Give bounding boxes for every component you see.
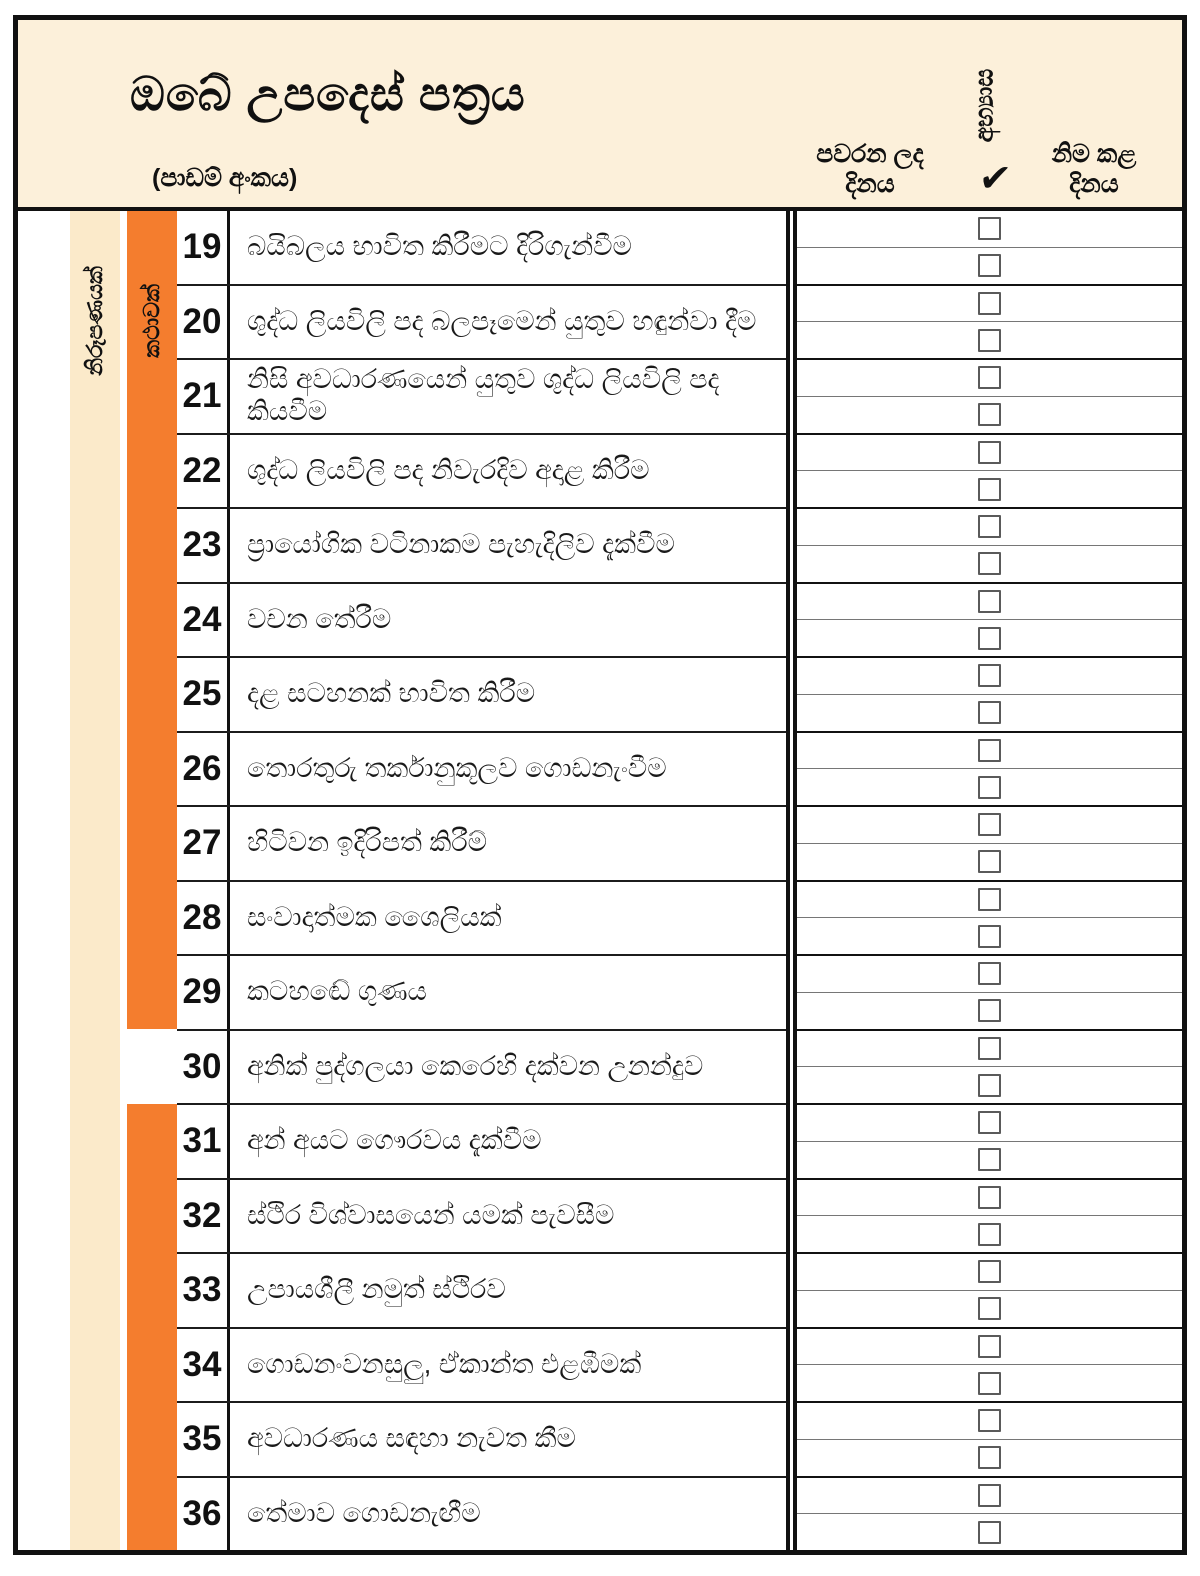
record-subrow bbox=[797, 435, 1182, 472]
record-subrow bbox=[797, 1067, 1182, 1105]
study-quality-label: අනික් පුද්ගලයා කෙරෙහි දක්වන උනන්දුව bbox=[247, 1050, 704, 1081]
lesson-number-label: (පාඩම් අංකය) bbox=[152, 164, 298, 192]
exercise-checkbox[interactable] bbox=[978, 254, 1001, 277]
date-assigned-line2: දිනය bbox=[845, 170, 895, 198]
exercise-checkbox[interactable] bbox=[978, 478, 1001, 501]
record-subrow bbox=[797, 993, 1182, 1031]
table-row bbox=[177, 1180, 786, 1255]
study-number: 31 bbox=[177, 1105, 230, 1178]
column-header-date-assigned bbox=[780, 139, 960, 199]
record-subrow bbox=[797, 397, 1182, 435]
form-header bbox=[18, 20, 1182, 211]
exercise-checkbox[interactable] bbox=[978, 552, 1001, 575]
study-quality-label: කටහඬේ ගුණය bbox=[247, 976, 427, 1007]
exercise-checkbox[interactable] bbox=[978, 1260, 1001, 1283]
study-number: 22 bbox=[177, 435, 230, 508]
exercise-checkbox[interactable] bbox=[978, 1111, 1001, 1134]
study-number: 26 bbox=[177, 733, 230, 806]
talk-category-bar-upper bbox=[127, 211, 177, 1029]
column-header-exercises bbox=[960, 46, 1010, 164]
record-subrow bbox=[797, 769, 1182, 807]
record-subrow bbox=[797, 1105, 1182, 1142]
record-subrow bbox=[797, 1514, 1182, 1550]
study-number: 32 bbox=[177, 1180, 230, 1253]
exercise-checkbox[interactable] bbox=[978, 515, 1001, 538]
exercise-checkbox[interactable] bbox=[978, 1484, 1001, 1507]
study-number: 24 bbox=[177, 584, 230, 657]
table-row bbox=[177, 1031, 786, 1106]
exercise-checkbox[interactable] bbox=[978, 1223, 1001, 1246]
record-subrow bbox=[797, 360, 1182, 397]
table-row bbox=[177, 1478, 786, 1551]
study-number: 19 bbox=[177, 211, 230, 284]
record-subrow bbox=[797, 658, 1182, 695]
record-subrow bbox=[797, 211, 1182, 248]
exercise-checkbox[interactable] bbox=[978, 1037, 1001, 1060]
table-row bbox=[177, 584, 786, 659]
study-quality-label: දළ සටහනක් භාවිත කිරීම bbox=[247, 678, 536, 709]
exercise-checkbox[interactable] bbox=[978, 441, 1001, 464]
study-quality-label: හිටිවන ඉදිරිපත් කිරීම් bbox=[247, 827, 488, 858]
study-number: 20 bbox=[177, 286, 230, 359]
record-subrow bbox=[797, 620, 1182, 658]
exercise-checkbox[interactable] bbox=[978, 850, 1001, 873]
date-completed-line1: නිම කළ bbox=[1051, 140, 1137, 168]
study-number: 23 bbox=[177, 509, 230, 582]
talk-bar-label-box bbox=[127, 215, 177, 427]
checkmark-icon: ✔ bbox=[976, 158, 1014, 200]
study-number: 28 bbox=[177, 882, 230, 955]
study-quality-label: නිසි අවධාරණයෙන් යුතුව ශුද්ධ ලියවිලි පද කියවීම bbox=[247, 364, 720, 427]
record-subrow bbox=[797, 322, 1182, 360]
study-quality-label: තේමාව ගොඩනැඟීම bbox=[247, 1497, 481, 1528]
exercise-checkbox[interactable] bbox=[978, 292, 1001, 315]
study-quality-label: ප්‍රායෝගික වටිනාකම පැහැදිලිව දැක්වීම bbox=[247, 529, 675, 560]
exercise-checkbox[interactable] bbox=[978, 701, 1001, 724]
talk-bar-label: කථාවක් bbox=[139, 284, 164, 358]
record-subrow bbox=[797, 471, 1182, 509]
table-row bbox=[177, 807, 786, 882]
exercise-checkbox[interactable] bbox=[978, 403, 1001, 426]
study-quality-label: තොරතුරු තර්කානුකූලව ගොඩනැංවීම bbox=[247, 752, 667, 783]
study-number: 34 bbox=[177, 1329, 230, 1402]
page-title: ඔබේ උපදෙස් පත්‍රය bbox=[130, 67, 526, 120]
exercise-checkbox[interactable] bbox=[978, 1186, 1001, 1209]
table-row bbox=[177, 360, 786, 435]
study-quality-label: වචන තේරීම bbox=[247, 603, 392, 634]
record-subrow bbox=[797, 882, 1182, 919]
study-number: 21 bbox=[177, 360, 230, 433]
record-subrow bbox=[797, 807, 1182, 844]
dates-and-checkbox-grid bbox=[793, 211, 1182, 1550]
table-row bbox=[177, 435, 786, 510]
column-header-date-completed bbox=[1004, 139, 1184, 199]
study-quality-label: ශුද්ධ ලියවිලි පද බලපෑමෙන් යුතුව හඳුන්වා දීම bbox=[247, 305, 757, 336]
exercise-checkbox[interactable] bbox=[978, 1297, 1001, 1320]
study-quality-label: බයිබලය භාවිත කිරීමට දිරිගැන්වීම bbox=[247, 231, 632, 262]
record-subrow bbox=[797, 1142, 1182, 1180]
exercise-checkbox[interactable] bbox=[978, 888, 1001, 911]
table-row bbox=[177, 1403, 786, 1478]
record-subrow bbox=[797, 248, 1182, 286]
form-body bbox=[18, 211, 1182, 1550]
study-number: 35 bbox=[177, 1403, 230, 1476]
exercise-checkbox[interactable] bbox=[978, 627, 1001, 650]
record-subrow bbox=[797, 1440, 1182, 1478]
exercise-checkbox[interactable] bbox=[978, 1074, 1001, 1097]
exercise-checkbox[interactable] bbox=[978, 739, 1001, 762]
table-row bbox=[177, 956, 786, 1031]
exercise-checkbox[interactable] bbox=[978, 1409, 1001, 1432]
exercise-checkbox[interactable] bbox=[978, 1446, 1001, 1469]
study-quality-label: අන් අයට ගෞරවය දැක්වීම bbox=[247, 1125, 542, 1156]
record-subrow bbox=[797, 1216, 1182, 1254]
table-row bbox=[177, 509, 786, 584]
study-quality-label: සංවාදාත්මක ශෛලියක් bbox=[247, 901, 502, 932]
record-subrow bbox=[797, 509, 1182, 546]
record-subrow bbox=[797, 546, 1182, 584]
study-number: 27 bbox=[177, 807, 230, 880]
exercise-checkbox[interactable] bbox=[978, 776, 1001, 799]
exercise-checkbox[interactable] bbox=[978, 329, 1001, 352]
record-subrow bbox=[797, 1329, 1182, 1366]
record-subrow bbox=[797, 286, 1182, 323]
exercise-checkbox[interactable] bbox=[978, 366, 1001, 389]
record-subrow bbox=[797, 1403, 1182, 1440]
demonstration-bar-label-box bbox=[70, 215, 120, 427]
demonstration-bar-label: නිරූපණයක් bbox=[82, 266, 107, 376]
study-quality-label: ශුද්ධ ලියවිලි පද නිවැරදිව අදාළ කිරීම bbox=[247, 454, 650, 485]
table-row bbox=[177, 733, 786, 808]
record-subrow bbox=[797, 1365, 1182, 1403]
record-subrow bbox=[797, 956, 1182, 993]
table-row bbox=[177, 1105, 786, 1180]
record-subrow bbox=[797, 1180, 1182, 1217]
exercise-checkbox[interactable] bbox=[978, 1335, 1001, 1358]
study-quality-label: උපායශීලී නමුත් ස්ථිරව bbox=[247, 1274, 506, 1305]
exercise-checkbox[interactable] bbox=[978, 1521, 1001, 1544]
exercise-checkbox[interactable] bbox=[978, 590, 1001, 613]
table-row bbox=[177, 1254, 786, 1329]
exercise-checkbox[interactable] bbox=[978, 925, 1001, 948]
exercise-checkbox[interactable] bbox=[978, 1148, 1001, 1171]
exercise-checkbox[interactable] bbox=[978, 999, 1001, 1022]
exercise-checkbox[interactable] bbox=[978, 962, 1001, 985]
demonstration-category-bar bbox=[70, 211, 120, 1550]
record-subrow bbox=[797, 844, 1182, 882]
form-sheet bbox=[13, 15, 1187, 1555]
study-number: 36 bbox=[177, 1478, 230, 1551]
record-subrow bbox=[797, 1478, 1182, 1515]
record-subrow bbox=[797, 695, 1182, 733]
exercise-checkbox[interactable] bbox=[978, 813, 1001, 836]
table-row bbox=[177, 286, 786, 361]
exercise-checkbox[interactable] bbox=[978, 664, 1001, 687]
table-row bbox=[177, 658, 786, 733]
study-quality-label: අවධාරණය සඳහා නැවත කීම bbox=[247, 1423, 576, 1454]
record-subrow bbox=[797, 1031, 1182, 1068]
exercise-checkbox[interactable] bbox=[978, 1372, 1001, 1395]
study-quality-label: ගොඩනංවනසුලු, ඒකාන්ත එළඹීමක් bbox=[247, 1348, 642, 1379]
record-subrow bbox=[797, 918, 1182, 956]
table-row bbox=[177, 882, 786, 957]
record-subrow bbox=[797, 1291, 1182, 1329]
date-assigned-line1: පවරන ලද bbox=[816, 140, 924, 168]
date-completed-line2: දිනය bbox=[1069, 170, 1119, 198]
study-number: 29 bbox=[177, 956, 230, 1029]
study-number: 30 bbox=[177, 1031, 230, 1104]
table-row bbox=[177, 211, 786, 286]
exercise-checkbox[interactable] bbox=[978, 217, 1001, 240]
talk-category-bar-lower bbox=[127, 1104, 177, 1550]
record-subrow bbox=[797, 1254, 1182, 1291]
exercises-label: අභ්‍යාස bbox=[970, 68, 999, 142]
study-quality-label: ස්ථිර විශ්වාසයෙන් යමක් පැවසීම bbox=[247, 1199, 615, 1230]
study-rows-table bbox=[177, 211, 790, 1550]
study-number: 25 bbox=[177, 658, 230, 731]
table-row bbox=[177, 1329, 786, 1404]
record-subrow bbox=[797, 733, 1182, 770]
record-subrow bbox=[797, 584, 1182, 621]
study-number: 33 bbox=[177, 1254, 230, 1327]
